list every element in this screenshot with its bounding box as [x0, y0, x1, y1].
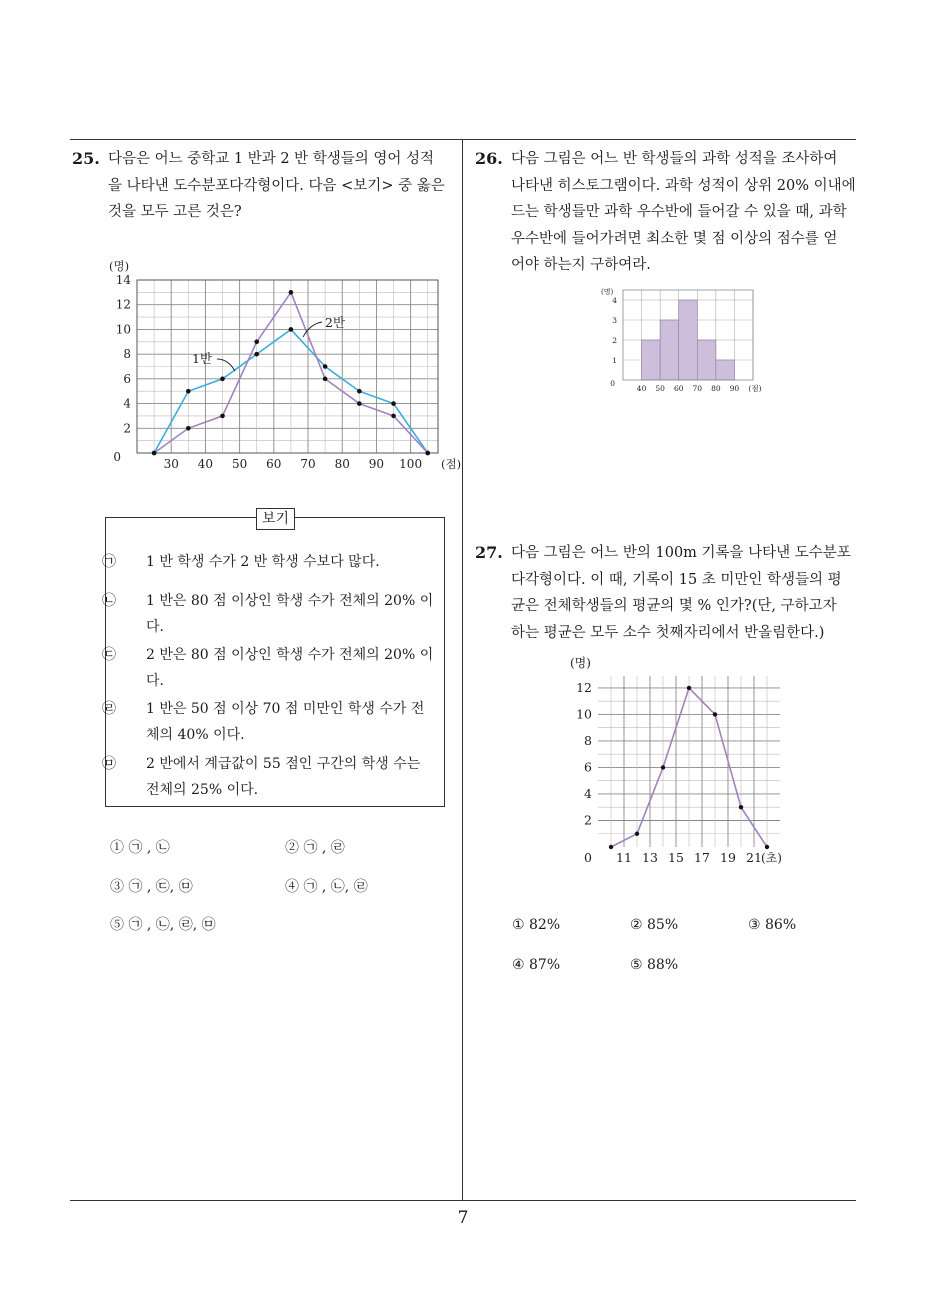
question-number: 26. [475, 149, 503, 168]
bogi-text: 2 반에서 계급값이 55 점인 구간의 학생 수는 전체의 25% 이다. [146, 756, 421, 798]
data-point [186, 426, 191, 431]
data-point [289, 290, 294, 295]
x-tick-label: 13 [642, 850, 658, 865]
y-tick-label: 2 [584, 812, 592, 828]
q27-option-1[interactable]: ① 82% [512, 917, 561, 933]
x-tick-label: 17 [694, 850, 710, 865]
x-tick-label: 60 [673, 384, 684, 393]
y-tick-label: 0 [610, 379, 615, 388]
q25-option-3[interactable]: ③ ㉠ , ㉢, ㉤ [110, 879, 193, 895]
data-point [357, 401, 362, 406]
data-point [220, 414, 225, 419]
y-tick-label: 0 [113, 450, 121, 464]
q27-option-3[interactable]: ③ 86% [748, 917, 797, 933]
y-tick-label: 14 [115, 273, 131, 287]
q27-option-4[interactable]: ④ 87% [512, 957, 561, 973]
bogi-text: 1 반 학생 수가 2 반 학생 수보다 많다. [146, 554, 380, 570]
bogi-box [102, 511, 445, 807]
x-tick-label: 70 [692, 384, 703, 393]
histogram-bar [716, 360, 735, 380]
chart-q25-svg [95, 255, 465, 480]
question-line: 것을 모두 고른 것은? [108, 204, 242, 220]
y-unit-label: (명) [570, 656, 591, 670]
bogi-text: 2 반은 80 점 이상인 학생 수가 전체의 20% 이다. [146, 647, 434, 689]
question-line: 어야 하는지 구하여라. [511, 257, 651, 273]
y-tick-label: 1 [612, 356, 617, 365]
bogi-mark: ㉢ [102, 647, 116, 663]
x-tick-label: 11 [616, 850, 632, 865]
series-label-2: 2반 [325, 315, 346, 330]
q25-option-5[interactable]: ⑤ ㉠ , ㉡, ㉣, ㉤ [110, 917, 216, 933]
bogi-mark: ㉠ [102, 554, 116, 570]
y-tick-label: 6 [584, 759, 592, 775]
data-point [323, 364, 328, 369]
q27-option-2[interactable]: ② 85% [630, 917, 679, 933]
top-rule [70, 139, 856, 140]
data-point [687, 686, 691, 690]
y-tick-label: 0 [584, 850, 592, 865]
y-tick-label: 2 [123, 421, 131, 436]
data-point [739, 805, 743, 809]
data-point [425, 451, 430, 456]
y-tick-label: 8 [584, 732, 592, 748]
x-tick-label: 19 [720, 850, 736, 865]
y-tick-label: 10 [576, 706, 592, 722]
chart-q26-svg [595, 282, 775, 397]
chart-q27-svg [565, 652, 805, 872]
histogram-bar [660, 320, 679, 380]
y-tick-label: 2 [612, 336, 617, 345]
data-point [323, 377, 328, 382]
bogi-item-1 [102, 549, 434, 575]
q25-option-1[interactable]: ① ㉠ , ㉡ [110, 840, 170, 856]
series-label-1: 1반 [192, 351, 213, 366]
x-tick-label: 80 [711, 384, 721, 393]
bogi-item-4 [102, 696, 434, 748]
bogi-text: 1 반은 50 점 이상 70 점 미만인 학생 수가 전체의 40% 이다. [146, 701, 425, 743]
question-27 [475, 540, 865, 646]
data-point [254, 352, 259, 357]
x-unit-label: (점) [748, 384, 762, 393]
question-line: 다각형이다. 이 때, 기록이 15 초 미만인 학생들의 평 [511, 571, 842, 588]
question-line: 다음 그림은 어느 반 학생들의 과학 성적을 조사하여 [511, 151, 838, 167]
question-line: 우수반에 들어가려면 최소한 몇 점 이상의 점수를 얻 [511, 230, 838, 247]
x-tick-label: 100 [399, 457, 423, 471]
x-tick-label: 50 [231, 457, 248, 471]
histogram-bar [679, 300, 698, 380]
data-point [765, 845, 769, 849]
y-tick-label: 4 [612, 296, 617, 305]
y-tick-label: 8 [123, 347, 131, 362]
data-point [391, 414, 396, 419]
bogi-item-2 [102, 588, 434, 640]
x-tick-label: 50 [655, 384, 665, 393]
bottom-rule [70, 1200, 856, 1201]
data-point [661, 765, 665, 769]
x-tick-label: 15 [668, 850, 684, 865]
y-tick-label: 4 [584, 785, 592, 801]
x-tick-label: 60 [266, 457, 282, 471]
q27-option-5[interactable]: ⑤ 88% [630, 957, 679, 973]
data-point [609, 845, 613, 849]
y-unit-label: (명) [109, 259, 130, 273]
x-tick-label: 80 [334, 457, 350, 471]
y-tick-label: 4 [123, 396, 131, 411]
q25-option-2[interactable]: ② ㉠ , ㉣ [285, 840, 345, 856]
y-tick-label: 10 [115, 322, 131, 337]
data-point [357, 389, 362, 394]
x-tick-label: 30 [163, 457, 179, 471]
question-line: 드는 학생들만 과학 우수반에 들어갈 수 있을 때, 과학 [511, 204, 847, 220]
data-point [635, 832, 639, 836]
x-tick-label: 40 [197, 457, 214, 471]
chart-q25 [95, 255, 465, 480]
question-26 [475, 146, 865, 279]
bogi-item-5 [102, 751, 434, 803]
question-line: 균은 전체학생들의 평균의 몇 % 인가?(단, 구하고자 [511, 598, 837, 614]
label-leader-1 [217, 359, 235, 371]
y-tick-label: 6 [123, 371, 131, 386]
page-number: 7 [457, 1208, 469, 1228]
question-number: 27. [475, 543, 503, 562]
x-tick-label: 70 [300, 457, 316, 471]
data-point [254, 339, 259, 344]
chart-q26 [595, 282, 775, 397]
data-point [186, 389, 191, 394]
y-tick-label: 12 [576, 679, 592, 695]
data-point [713, 712, 717, 716]
histogram-bar [697, 340, 716, 380]
x-unit-label: (초) [761, 851, 782, 865]
bogi-mark: ㉣ [102, 701, 116, 717]
question-line: 다음 그림은 어느 반의 100m 기록을 나타낸 도수분포 [511, 545, 851, 561]
question-25 [72, 146, 457, 226]
x-tick-label: 40 [636, 384, 647, 393]
x-tick-label: 90 [368, 457, 385, 471]
x-unit-label: (점) [441, 457, 462, 471]
y-tick-label: 12 [115, 297, 131, 312]
question-line: 다음은 어느 중학교 1 반과 2 반 학생들의 영어 성적 [108, 151, 435, 167]
bogi-mark: ㉡ [102, 593, 116, 609]
q25-option-4[interactable]: ④ ㉠ , ㉡, ㉣ [285, 879, 368, 895]
bogi-title: 보기 [256, 508, 295, 530]
bogi-text: 1 반은 80 점 이상인 학생 수가 전체의 20% 이다. [146, 593, 434, 635]
data-point [391, 401, 396, 406]
histogram-bar [642, 340, 661, 380]
bogi-mark: ㉤ [102, 756, 116, 772]
question-line: 을 나타낸 도수분포다각형이다. 다음 <보기> 중 옳은 [108, 177, 445, 194]
data-point [289, 327, 294, 332]
y-tick-label: 3 [612, 316, 617, 325]
question-number: 25. [72, 149, 100, 168]
y-unit-label: (명) [601, 288, 614, 296]
chart-q27 [565, 652, 805, 872]
data-point [152, 451, 157, 456]
data-point [220, 377, 225, 382]
question-line: 하는 평균은 모두 소수 첫째자리에서 반올림한다.) [511, 624, 825, 641]
question-line: 나타낸 히스토그램이다. 과학 성적이 상위 20% 이내에 [511, 177, 856, 194]
x-tick-label: 21 [746, 850, 762, 865]
x-tick-label: 90 [729, 384, 740, 393]
bogi-item-3 [102, 642, 434, 694]
